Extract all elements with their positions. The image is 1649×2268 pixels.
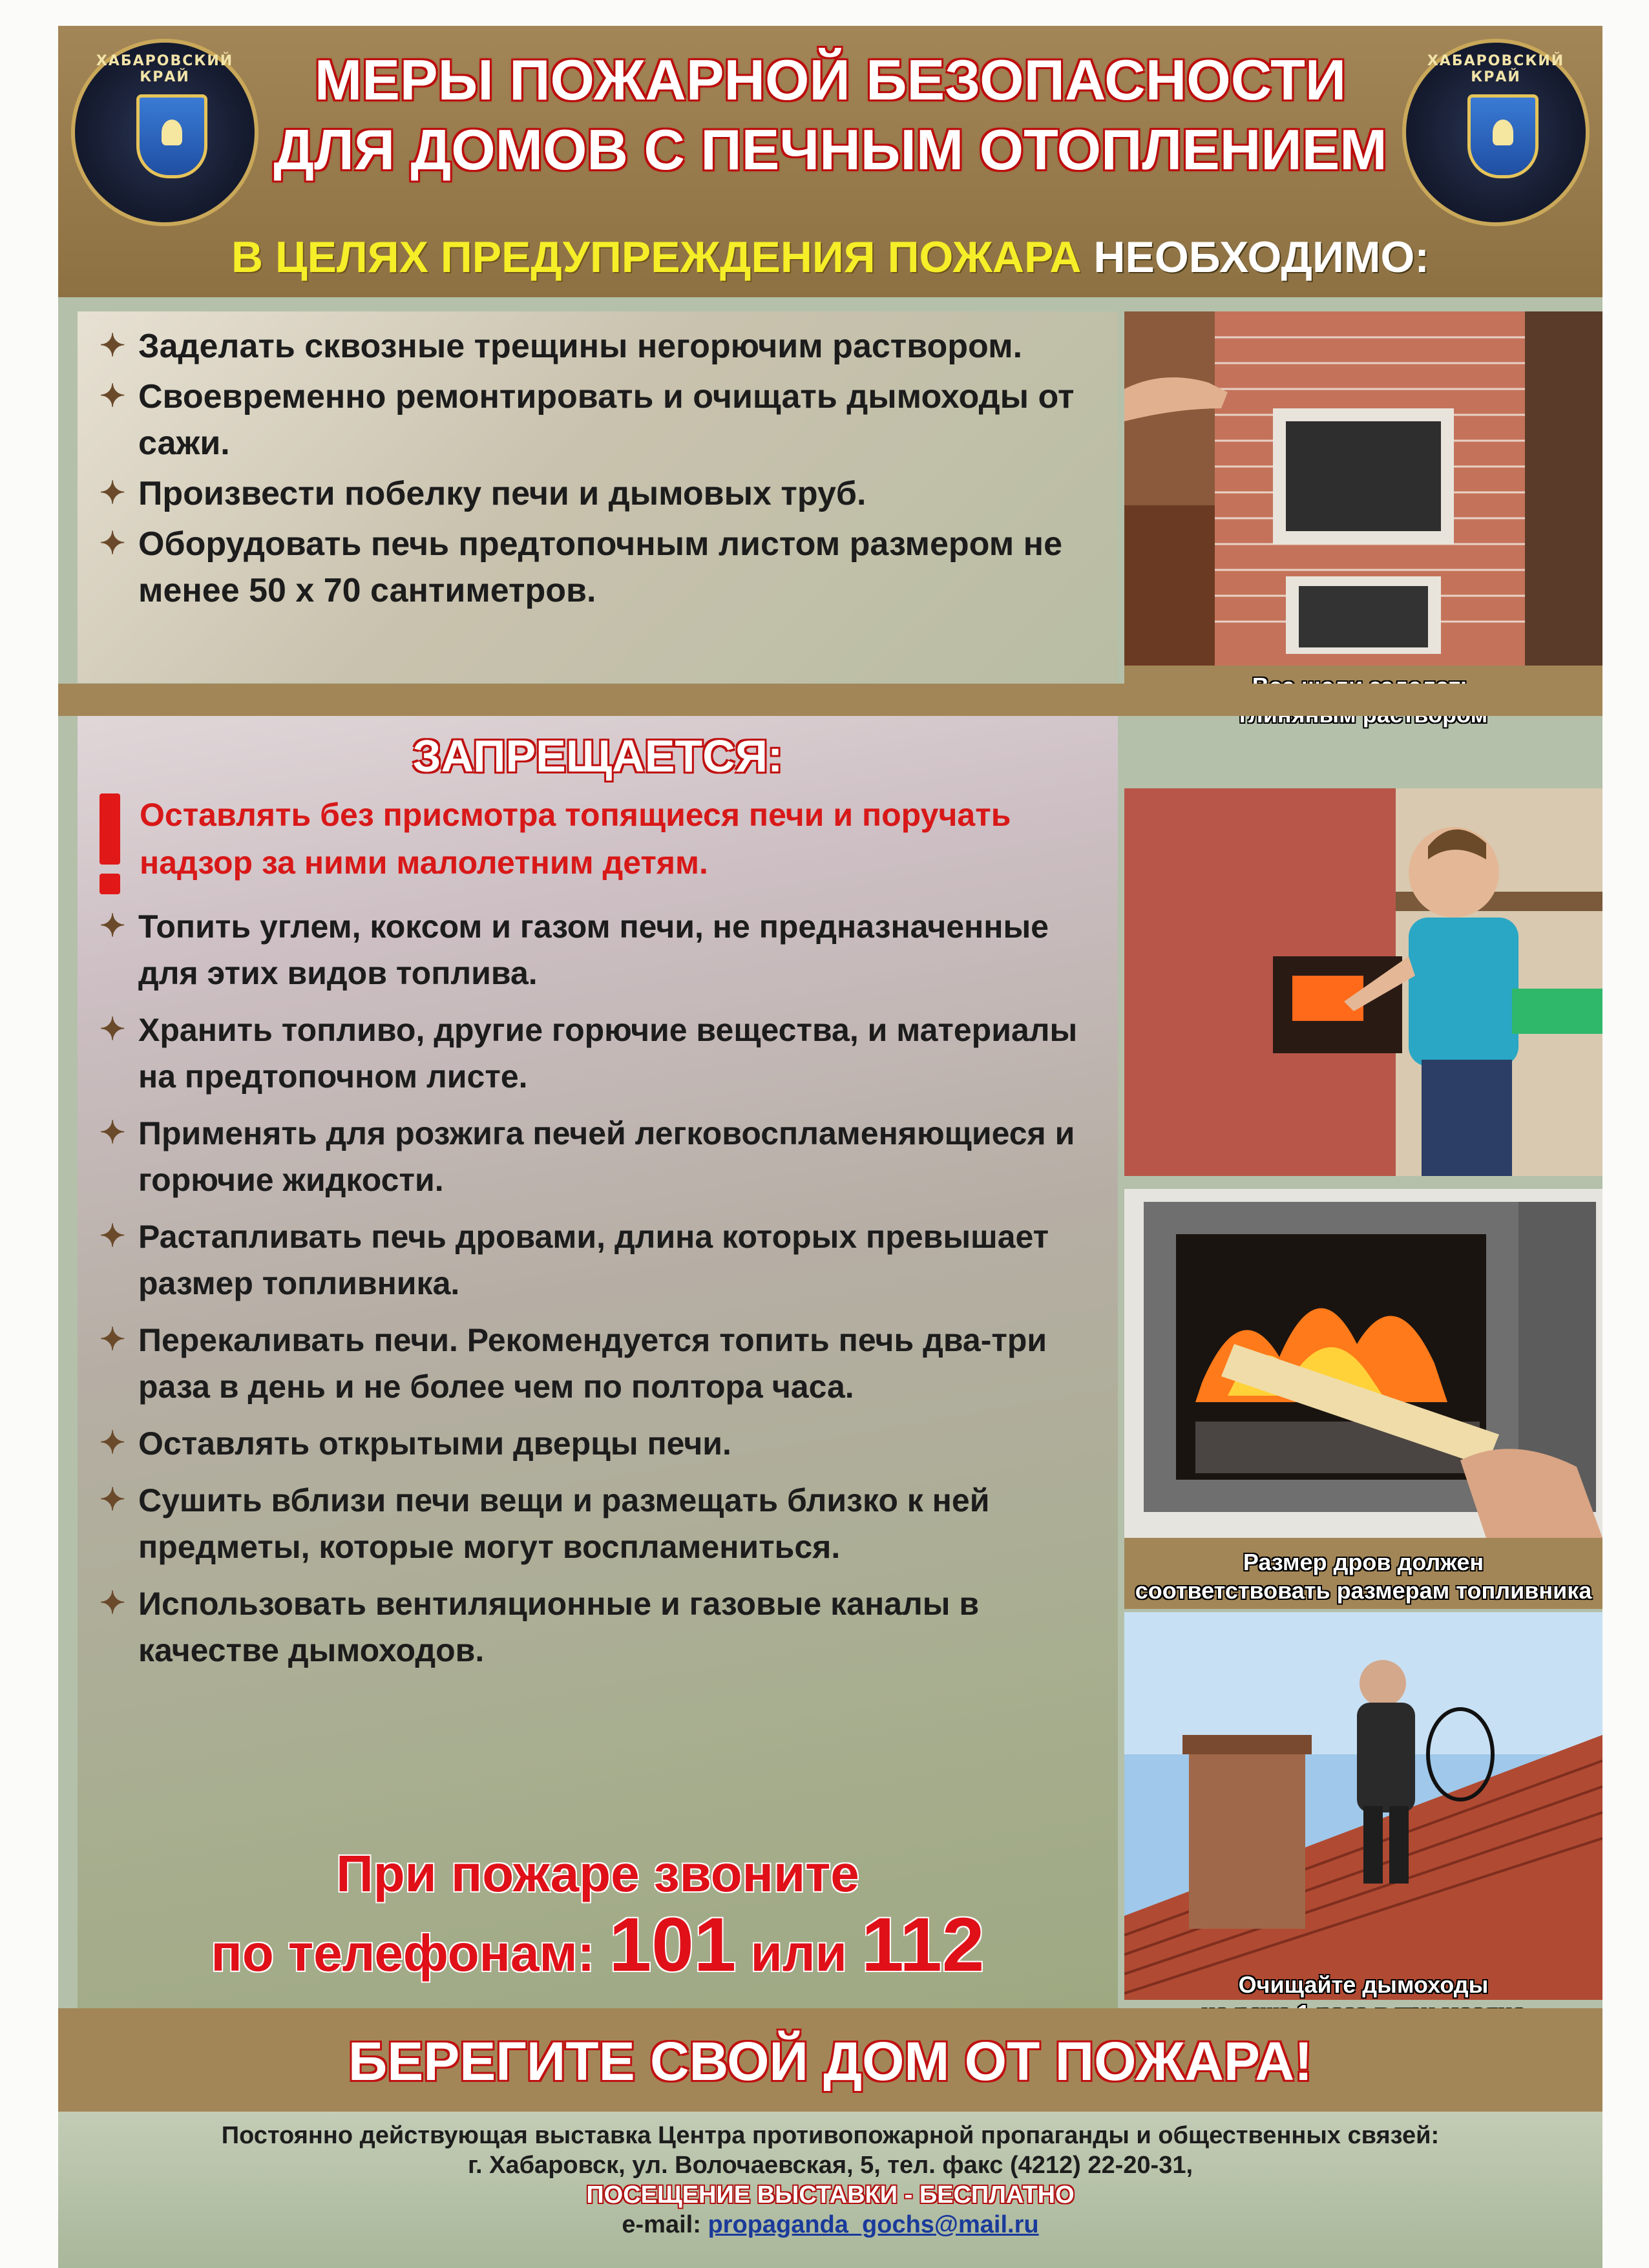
list-item: ✦ Оборудовать печь предтопочным листом размером не менее 50 х 70 сантиметров. xyxy=(97,521,1105,614)
exclamation-icon xyxy=(97,793,123,897)
sparkle-bullet-icon: ✦ xyxy=(100,1586,126,1621)
footer-line-1: Постоянно действующая выставка Центра противопожарной пропаганды и общественных связей: xyxy=(221,2122,1440,2149)
photo-firebox xyxy=(1124,1189,1602,1538)
list-item: ✦ Произвести побелку печи и дымовых труб. xyxy=(97,470,1105,517)
forbidden-panel xyxy=(78,716,1118,2008)
call-line-1: При пожаре звоните xyxy=(336,1845,859,1902)
forbidden-heading: ЗАПРЕЩАЕТСЯ: xyxy=(412,731,783,781)
sparkle-bullet-icon: ✦ xyxy=(100,527,126,561)
subtitle-rest: НЕОБХОДИМО: xyxy=(1093,233,1430,282)
emergency-call-block xyxy=(78,1842,1118,1992)
emergency-number-101: 101 xyxy=(609,1902,737,1988)
list-item: ✦ Своевременно ремонтировать и очищать дымоходы от сажи. xyxy=(97,373,1105,467)
sparkle-bullet-icon: ✦ xyxy=(100,1013,126,1047)
forbidden-list xyxy=(97,903,1105,1684)
sparkle-bullet-icon: ✦ xyxy=(100,1426,126,1460)
list-item: ✦ Хранить топливо, другие горючие вещества, и материалы на предтопочном листе. xyxy=(97,1007,1105,1100)
list-item: ✦ Топить углем, коксом и газом печи, не предназначенные для этих видов топлива. xyxy=(97,903,1105,996)
title-line-1: МЕРЫ ПОЖАРНОЙ БЕЗОПАСНОСТИ xyxy=(314,48,1347,112)
footer xyxy=(58,2112,1602,2268)
sparkle-bullet-icon: ✦ xyxy=(100,909,126,943)
middle-band xyxy=(58,684,1602,716)
children-warning: Оставлять без присмотра топящиеся печи и поручать надзор за ними малолетним детям. xyxy=(140,797,1011,881)
call-joiner: или xyxy=(750,1924,847,1982)
free-admission-notice: ПОСЕЩЕНИЕ ВЫСТАВКИ - БЕСПЛАТНО xyxy=(586,2181,1075,2209)
list-item: ✦ Растапливать печь дровами, длина которых превышает размер топливника. xyxy=(97,1213,1105,1307)
khabarovsk-krai-emblem-left xyxy=(71,39,258,226)
slogan: БЕРЕГИТЕ СВОЙ ДОМ ОТ ПОЖАРА! xyxy=(348,2031,1313,2092)
photo-stove-repair xyxy=(1124,311,1602,666)
chimney-sweep-image xyxy=(1124,1612,1602,2000)
page-title xyxy=(271,45,1389,185)
email-label: e-mail: xyxy=(622,2211,701,2238)
email-link[interactable]: propaganda_gochs@mail.ru xyxy=(708,2211,1039,2238)
right-emblem-text: ХАБАРОВСКИЙ КРАЙ xyxy=(1427,53,1565,85)
sparkle-bullet-icon: ✦ xyxy=(100,1219,126,1254)
photo-chimney-sweep xyxy=(1124,1612,1602,2000)
firebox-image xyxy=(1124,1189,1602,1538)
caption-clean-chimney: Очищайте дымоходы xyxy=(1238,1971,1489,1998)
required-list xyxy=(97,323,1105,618)
subtitle-highlight: В ЦЕЛЯХ ПРЕДУПРЕЖДЕНИЯ ПОЖАРА xyxy=(231,233,1082,282)
caption-firewood-size: Размер дров должен соответствовать размерам топливника xyxy=(1135,1549,1592,1604)
sparkle-bullet-icon: ✦ xyxy=(100,1323,126,1357)
list-item: ✦ Сушить вблизи печи вещи и размещать близко к ней предметы, которые могут воспламениться. xyxy=(97,1477,1105,1570)
poster xyxy=(58,26,1602,2268)
subtitle xyxy=(58,231,1602,283)
sparkle-bullet-icon: ✦ xyxy=(100,1116,126,1150)
footer-address: г. Хабаровск, ул. Волочаевская, 5, тел. факс (4212) 22-20-31, xyxy=(467,2152,1193,2179)
civil-defense-emblem-right xyxy=(1402,39,1590,226)
left-emblem-text: ХАБАРОВСКИЙ КРАЙ xyxy=(96,53,234,85)
child-at-stove-image xyxy=(1124,788,1602,1176)
coat-of-arms-icon xyxy=(136,94,207,178)
list-item: ✦ Заделать сквозные трещины негорючим раствором. xyxy=(97,323,1105,370)
required-measures-panel xyxy=(78,311,1118,683)
bear-shield-icon xyxy=(1467,94,1539,178)
emergency-number-112: 112 xyxy=(861,1902,985,1988)
sparkle-bullet-icon: ✦ xyxy=(100,476,126,510)
list-item: ✦ Применять для розжига печей легковоспламеняющиеся и горючие жидкости. xyxy=(97,1110,1105,1203)
list-item: ✦ Использовать вентиляционные и газовые каналы в качестве дымоходов. xyxy=(97,1580,1105,1674)
title-line-2: ДЛЯ ДОМОВ С ПЕЧНЫМ ОТОПЛЕНИЕМ xyxy=(273,118,1387,182)
call-prefix: по телефонам: xyxy=(211,1924,595,1982)
footer-email xyxy=(58,2210,1602,2240)
sparkle-bullet-icon: ✦ xyxy=(100,1483,126,1517)
stove-repair-image xyxy=(1124,311,1602,666)
photo-child-at-stove xyxy=(1124,788,1602,1176)
sparkle-bullet-icon: ✦ xyxy=(100,329,126,363)
sparkle-bullet-icon: ✦ xyxy=(100,379,126,414)
call-line-2 xyxy=(78,1902,1118,1992)
list-item: ✦ Перекаливать печи. Рекомендуется топить печь два-три раза в день и не более чем по полтора часа. xyxy=(97,1317,1105,1410)
list-item: ✦ Оставлять открытыми дверцы печи. xyxy=(97,1420,1105,1467)
